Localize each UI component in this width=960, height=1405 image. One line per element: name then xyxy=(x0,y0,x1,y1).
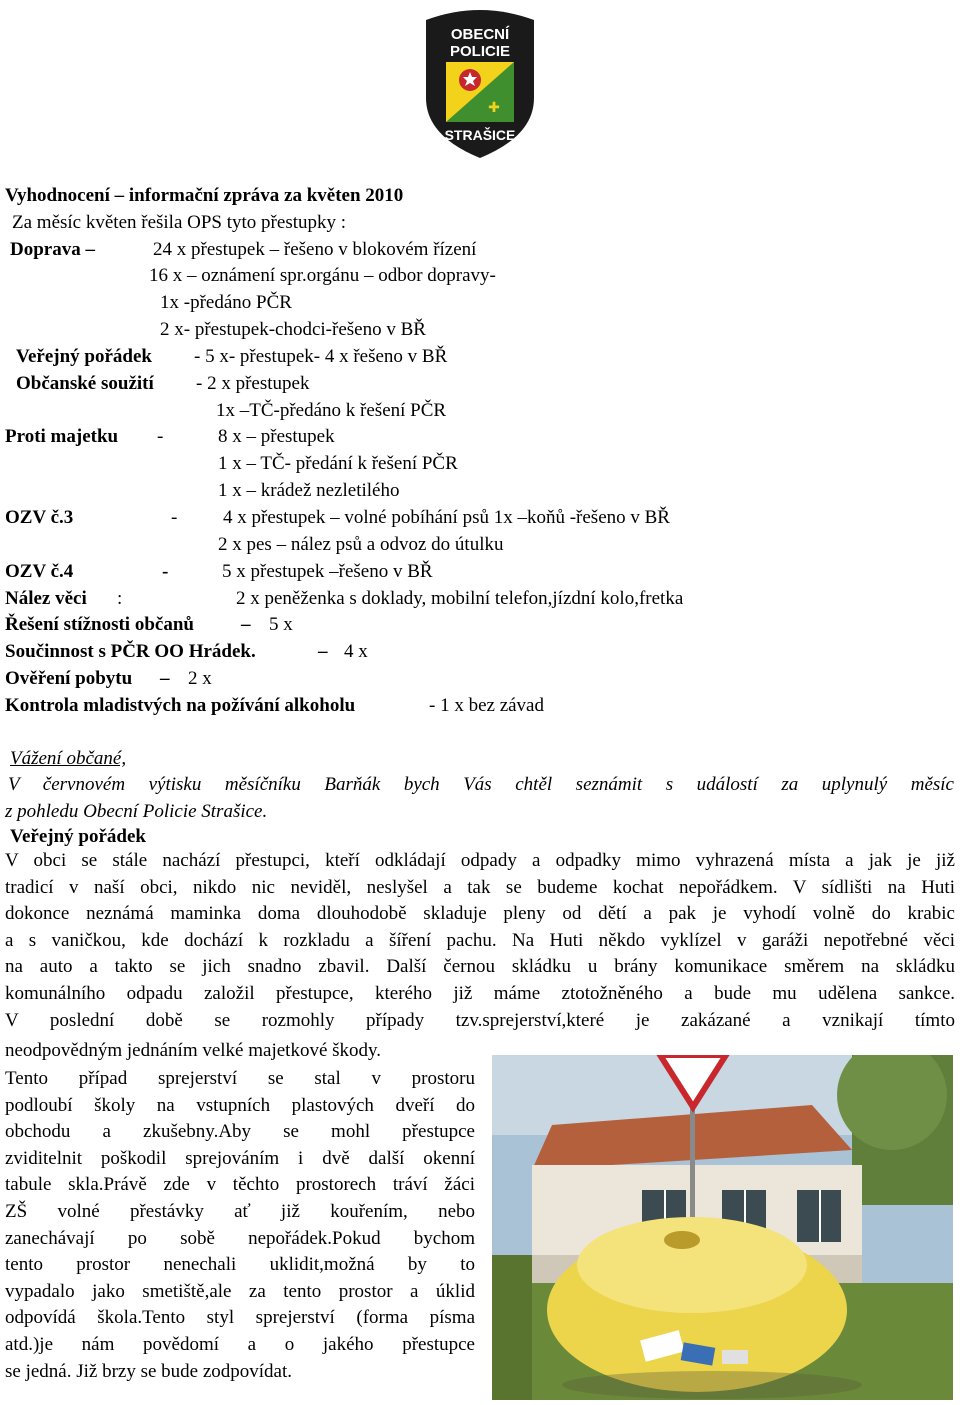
article-line: tradicí v naší obci, nikdo nic neviděl, neslyšel a tak se budeme kochat nepořádkem. V sídlišti na Huti xyxy=(5,876,955,898)
article-paragraph-1 xyxy=(5,848,955,1034)
overeni-value: 2 x xyxy=(188,668,212,689)
ozv4-line-1: 5 x přestupek –řešeno v BŘ xyxy=(222,561,433,582)
article-line: vypadalo jako smetiště,ale za tento prostor a úklid xyxy=(5,1280,475,1302)
article-line: komunálního odpadu založil přestupce, kterého již máme ztotožněného a bude mu udělena sankce. xyxy=(5,982,955,1004)
nalez-label: Nález věci xyxy=(5,588,87,609)
article-line: tento prostor nenechali uklidit,možná by to xyxy=(5,1254,475,1276)
doprava-line-3: 1x -předáno PČR xyxy=(160,292,292,313)
kontrola-text: - 1 x bez závad xyxy=(429,695,544,716)
letter-intro-line-1: V červnovém výtisku měsíčníku Barňák bych Vás chtěl seznámit s událostí za uplynulý měsíc xyxy=(8,774,954,795)
article-line: podloubí školy na vstupních plastových dveří do xyxy=(5,1094,475,1116)
letter-salutation: Vážení občané, xyxy=(10,748,127,769)
doprava-line-4: 2 x- přestupek-chodci-řešeno v BŘ xyxy=(160,319,426,340)
doprava-label: Doprava – xyxy=(10,239,95,260)
ozv3-line-1: 4 x přestupek – volné pobíhání psů 1x –koňů -řešeno v BŘ xyxy=(223,507,670,528)
report-title: Vyhodnocení – informační zpráva za květen 2010 xyxy=(5,185,404,206)
verejny-text: - 5 x- přestupek- 4 x řešeno v BŘ xyxy=(194,346,448,367)
article-line: dokonce neznámá maminka doma dlouhodobě skladuje pleny od dětí a pak je vyhodí volně do krabic xyxy=(5,903,955,925)
majetek-line-3: 1 x – krádež nezletilého xyxy=(218,480,400,501)
soucinnost-label: Součinnost s PČR OO Hrádek. xyxy=(5,641,256,662)
article-paragraph-2 xyxy=(5,1066,475,1385)
logo-line1: OBECNÍ xyxy=(450,26,510,43)
overeni-dash: – xyxy=(160,668,170,689)
section-heading: Veřejný pořádek xyxy=(10,826,146,847)
reseni-dash: – xyxy=(241,614,251,635)
reseni-label: Řešení stížnosti občanů xyxy=(5,614,194,635)
ozv3-label: OZV č.3 xyxy=(5,507,74,528)
article-line: na auto a takto se jich snadno zbavil. Další černou skládku u brány komunikace směrem na skládku xyxy=(5,956,955,978)
kontrola-label: Kontrola mladistvých na požívání alkoholu xyxy=(5,695,356,716)
majetek-label: Proti majetku xyxy=(5,426,119,447)
obcanske-text: - 2 x přestupek xyxy=(196,373,310,394)
article-line: obchodu a zkušebny.Aby se mohl přestupce xyxy=(5,1121,475,1143)
article-line: a s vaničkou, kde dochází k rozkladu a šíření pachu. Na Huti někdo vyklízel v garáži nepotřebné věci xyxy=(5,929,955,951)
article-line: atd.)je nám povědomí a o jakého přestupce xyxy=(5,1333,475,1355)
ozv4-dash: - xyxy=(162,561,169,582)
report-intro: Za měsíc květen řešila OPS tyto přestupky : xyxy=(12,212,347,233)
ozv3-line-2: 2 x pes – nález psů a odvoz do útulku xyxy=(218,534,504,555)
nalez-colon: : xyxy=(117,588,123,609)
verejny-label: Veřejný pořádek xyxy=(16,346,152,367)
overeni-label: Ověření pobytu xyxy=(5,668,133,689)
reseni-value: 5 x xyxy=(269,614,293,635)
nalez-text: 2 x peněženka s doklady, mobilní telefon,jízdní kolo,fretka xyxy=(236,588,684,609)
obcanske-label: Občanské soužití xyxy=(16,373,154,394)
majetek-dash: - xyxy=(157,426,164,447)
article-line: zviditelnit poškodil sprejováním i dvě další okenní xyxy=(5,1147,475,1169)
obecni-policie-logo xyxy=(418,6,542,162)
logo-line3: STRAŠICE xyxy=(444,127,516,143)
article-line: tabule skla.Právě zde v těchto prostorech tráví žáci xyxy=(5,1174,475,1196)
article-line: zanechávají po sobě nepořádek.Pokud bychom xyxy=(5,1227,475,1249)
article-line: ZŠ volné přestávky ať již kouřením, nebo xyxy=(5,1200,475,1222)
letter-intro-line-2: z pohledu Obecní Policie Strašice. xyxy=(5,801,268,822)
majetek-line-2: 1 x – TČ- předání k řešení PČR xyxy=(218,453,458,474)
obcanske-line-2: 1x –TČ-předáno k řešení PČR xyxy=(216,400,447,421)
soucinnost-value: 4 x xyxy=(344,641,368,662)
doprava-line-2: 16 x – oznámení spr.orgánu – odbor dopravy- xyxy=(149,265,496,286)
soucinnost-dash: – xyxy=(318,641,328,662)
majetek-line-1: 8 x – přestupek xyxy=(218,426,335,447)
article-line: V poslední době se rozmohly případy tzv.sprejerství,které je zakázané a vznikají tímto xyxy=(5,1009,955,1031)
article-line-last: se jedná. Již brzy se bude zodpovídat. xyxy=(5,1360,293,1382)
article-line: V obci se stále nachází přestupci, kteří odkládají odpady a odpadky mimo vyhrazená místa a jak je již xyxy=(5,850,955,871)
article-line-last: neodpovědným jednáním velké majetkové škody. xyxy=(5,1040,382,1061)
svg-text:✚: ✚ xyxy=(488,100,500,116)
recycling-bin-photo xyxy=(492,1055,953,1400)
logo-line2: POLICIE xyxy=(449,43,511,60)
article-line: odpovídá škola.Tento styl sprejerství (forma písma xyxy=(5,1307,475,1329)
ozv3-dash: - xyxy=(171,507,178,528)
article-line: Tento případ sprejerství se stal v prostoru xyxy=(5,1068,475,1089)
ozv4-label: OZV č.4 xyxy=(5,561,74,582)
doprava-line-1: 24 x přestupek – řešeno v blokovém řízení xyxy=(153,239,477,260)
